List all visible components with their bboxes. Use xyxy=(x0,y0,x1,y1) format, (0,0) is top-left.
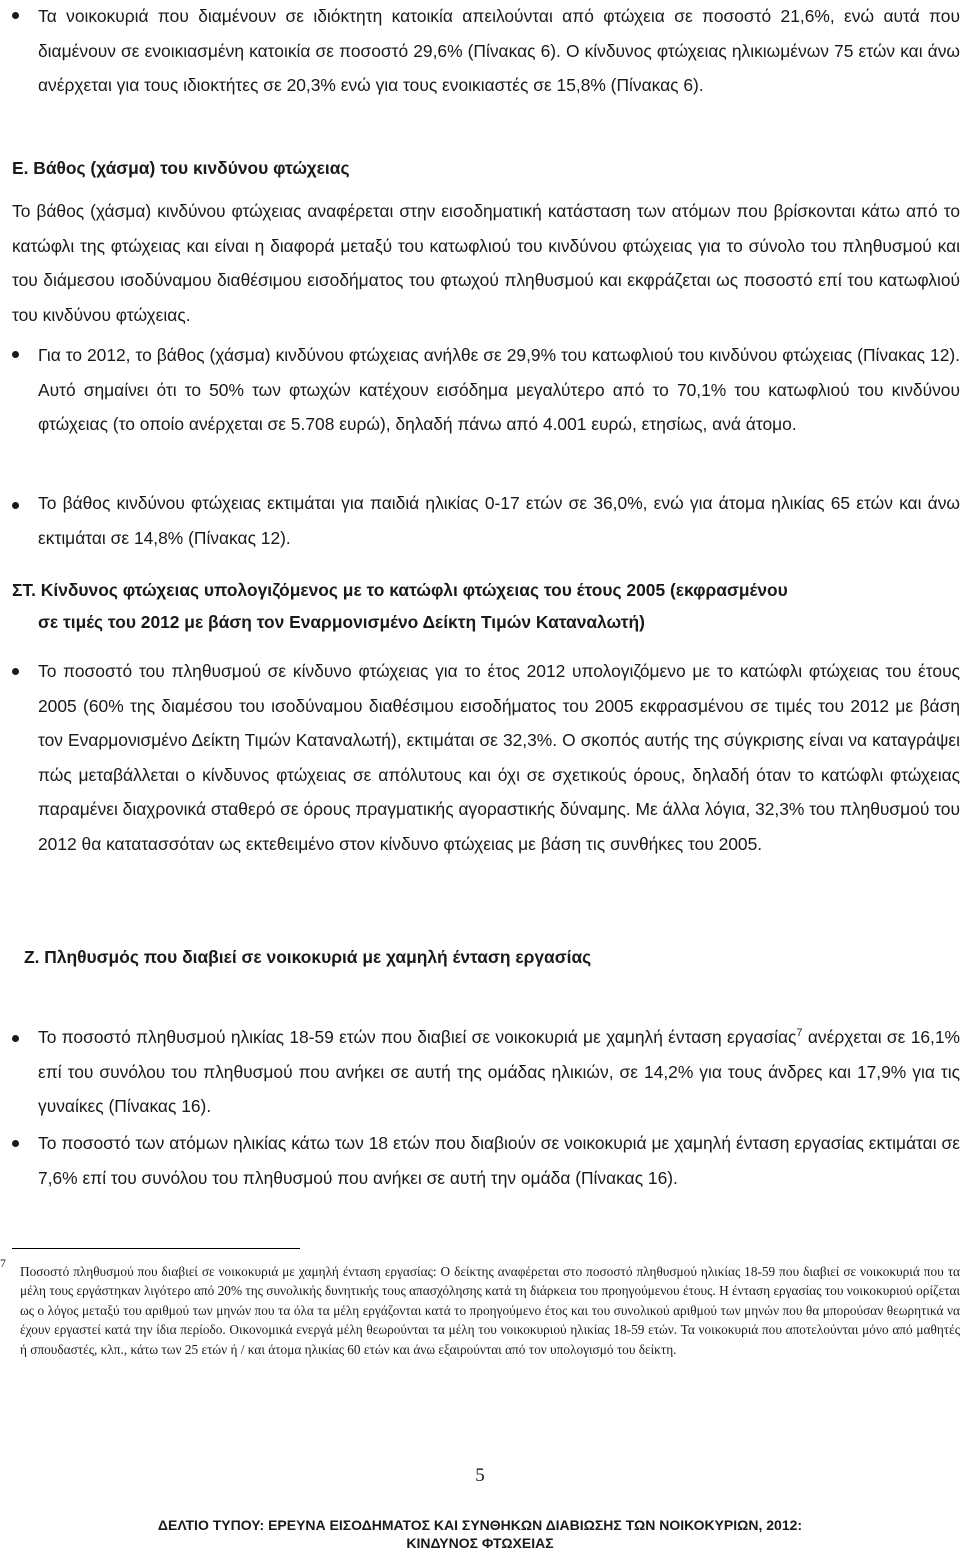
bullet-icon xyxy=(12,1140,19,1147)
heading-section-z: Ζ. Πληθυσμός που διαβιεί σε νοικοκυριά με χαμηλή ένταση εργασίας xyxy=(24,947,592,967)
paragraph-low-work-intensity-adults xyxy=(38,1020,960,1124)
footnote-separator xyxy=(12,1248,300,1249)
bullet-icon xyxy=(12,668,19,675)
paragraph-poverty-gap-2012: Για το 2012, το βάθος (χάσμα) κινδύνου φτώχειας ανήλθε σε 29,9% του κατωφλιού του κινδύνου φτώχειας (Πίνακας 12). Αυτό σημαίνει ότι το 50% των φτωχών κατέχουν εισόδημα μεγαλύτερο από το 70,1% του κατωφλιού του κινδύνου φτώχειας (το οποίο ανέρχεται σε 5.708 ευρώ), δηλαδή πάνω από 4.001 ευρώ, ετησίως, ανά άτομο. xyxy=(38,345,960,434)
bullet-icon xyxy=(12,502,19,509)
page-footer xyxy=(0,1516,960,1552)
footer-title-line2: ΚΙΝΔΥΝΟΣ ΦΤΩΧΕΙΑΣ xyxy=(406,1535,554,1551)
paragraph-anchored-poverty: Το ποσοστό του πληθυσμού σε κίνδυνο φτώχειας για το έτος 2012 υπολογιζόμενο με το κατώφλι φτώχειας του έτους 2005 (60% της διαμέσου του ισοδύναμου διαθέσιμου εισοδήματος του 2005 εκφρασμένου σε τιμές του 2012 με βάση τον Εναρμονισμένο Δείκτη Τιμών Καταναλωτή), εκτιμάται σε 32,3%. Ο σκοπός αυτής της σύγκρισης είναι να καταγράψει πώς μεταβάλλεται ο κίνδυνος φτώχειας σε απόλυτους και όχι σε σχετικούς όρους, δηλαδή όταν το κατώφλι φτώχειας παραμένει διαχρονικά σταθερό σε όρους πραγματικής αγοραστικής δύναμης. Με άλλα λόγια, 32,3% του πληθυσμού του 2012 θα κατατασσόταν ως εκτεθειμένο στον κίνδυνο φτώχειας με βάση τις συνθήκες του 2005. xyxy=(38,661,960,854)
heading-section-st-line2: σε τιμές του 2012 με βάση τον Εναρμονισμένο Δείκτη Τιμών Καταναλωτή) xyxy=(38,612,645,632)
page-number: 5 xyxy=(475,1465,485,1486)
paragraph-poverty-gap-age: Το βάθος κινδύνου φτώχειας εκτιμάται για παιδιά ηλικίας 0-17 ετών σε 36,0%, ενώ για άτομα ηλικίας 65 ετών και άνω εκτιμάται σε 14,8% (Πίνακας 12). xyxy=(38,493,960,548)
heading-section-st-line1: ΣΤ. Κίνδυνος φτώχειας υπολογιζόμενος με το κατώφλι φτώχειας του έτους 2005 (εκφρασμένου xyxy=(12,580,788,600)
paragraph-tenure-poverty: Τα νοικοκυριά που διαμένουν σε ιδιόκτητη κατοικία απειλούνται από φτώχεια σε ποσοστό 21,6%, ενώ αυτά που διαμένουν σε ενοικιασμένη κατοικία σε ποσοστό 29,6% (Πίνακας 6). Ο κίνδυνος φτώχειας ηλικιωμένων 75 ετών και άνω ανέρχεται για τους ιδιοκτήτες σε 20,3% ενώ για τους ενοικιαστές σε 15,8% (Πίνακας 6). xyxy=(38,6,960,95)
footer-title-line1: ΔΕΛΤΙΟ ΤΥΠΟΥ: ΕΡΕΥΝΑ ΕΙΣΟΔΗΜΑΤΟΣ ΚΑΙ ΣΥΝΘΗΚΩΝ ΔΙΑΒΙΩΣΗΣ ΤΩΝ ΝΟΙΚΟΚΥΡΙΩΝ, 2012: xyxy=(157,1517,803,1533)
heading-section-e: Ε. Βάθος (χάσμα) του κινδύνου φτώχειας xyxy=(12,158,350,178)
bullet-icon xyxy=(12,351,19,358)
footnote-text: Ποσοστό πληθυσμού που διαβιεί σε νοικοκυριά με χαμηλή ένταση εργασίας: Ο δείκτης αναφέρεται στο ποσοστό πληθυσμού ηλικίας 18-59 που διαβιεί σε νοικοκυριά που τα μέλη τους εργάστηκαν λιγότερο από 20% της συνολικής δυνητικής τους απασχόλησης κατά τη διάρκεια του προηγούμενου έτους. Η ένταση εργασίας του νοικοκυριού ορίζεται ως ο λόγος μεταξύ του αριθμού των μηνών που τα όλα τα μέλη εργάζονται κατά το προηγούμενο έτος και του συνολικού αριθμού των μηνών που θα μπορούσαν θεωρητικά να έχουν εργαστεί κατά την ίδια περίοδο. Οικονομικά ενεργά μέλη θεωρούνται τα μέλη του νοικοκυριού ηλικίας 18-59 ετών. Τα νοικοκυριά που αποτελούνται μόνο από μαθητές ή σπουδαστές, κλπ., κάτω των 25 ετών ή / και άτομα ηλικίας 60 ετών και άνω εξαιρούνται από τον υπολογισμό του δείκτη. xyxy=(20,1264,960,1357)
paragraph-poverty-gap-definition: Το βάθος (χάσμα) κινδύνου φτώχειας αναφέρεται στην εισοδηματική κατάσταση των ατόμων που βρίσκονται κάτω από το κατώφλι της φτώχειας και είναι η διαφορά μεταξύ του κατωφλιού του κινδύνου φτώχειας για το σύνολο του πληθυσμού και του διάμεσου ισοδύναμου διαθέσιμου εισοδήματος του φτωχού πληθυσμού και εκφράζεται ως ποσοστό επί του κατωφλιού του κινδύνου φτώχειας. xyxy=(12,201,960,325)
bullet-text-part2: ανέρχεται σε 16,1% επί του συνόλου του πληθυσμού που ανήκει σε αυτή της ομάδας ηλικιών, σε 14,2% για τους άνδρες και 17,9% για τις γυναίκες (Πίνακας 16). xyxy=(38,1027,960,1116)
paragraph-low-work-intensity-children: Το ποσοστό των ατόμων ηλικίας κάτω των 18 ετών που διαβιούν σε νοικοκυριά με χαμηλή ένταση εργασίας εκτιμάται σε 7,6% επί του συνόλου του πληθυσμού που ανήκει σε αυτή την ομάδα (Πίνακας 16). xyxy=(38,1133,960,1188)
bullet-text-part1: Το ποσοστό πληθυσμού ηλικίας 18-59 ετών που διαβιεί σε νοικοκυριά με χαμηλή ένταση εργασίας xyxy=(38,1027,797,1047)
footnote-reference[interactable]: 7 xyxy=(796,1027,803,1040)
bullet-icon xyxy=(12,12,19,19)
bullet-icon xyxy=(12,1035,19,1042)
footnote-number: 7 xyxy=(0,1256,6,1270)
